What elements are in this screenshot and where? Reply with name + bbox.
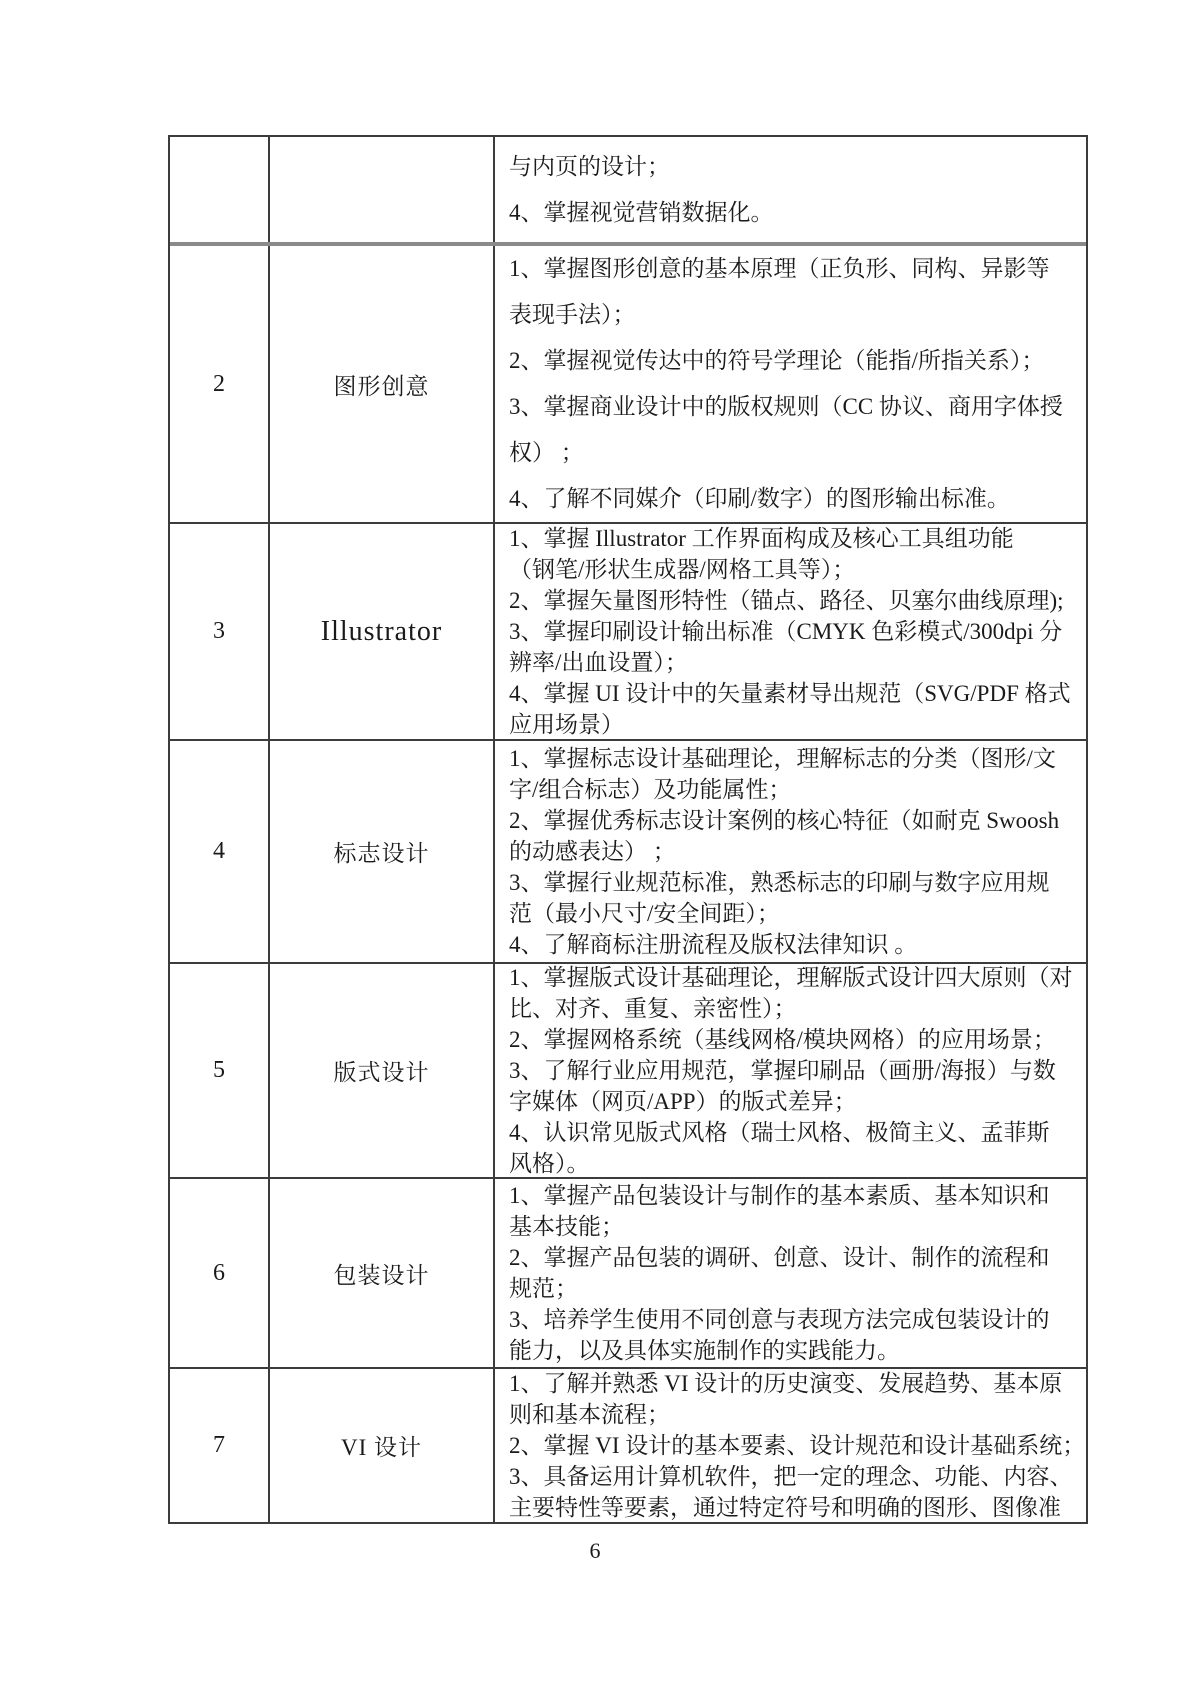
content-line: 能力，以及具体实施制作的实践能力。: [509, 1338, 900, 1363]
content-cell: [495, 524, 1086, 739]
content-line: 则和基本流程；: [509, 1402, 670, 1427]
course-name-cell: 版式设计: [270, 964, 495, 1177]
content-line: 1、掌握版式设计基础理论，理解版式设计四大原则（对: [509, 965, 1073, 990]
content-line: 字/组合标志）及功能属性；: [509, 777, 792, 802]
row-number-cell: 6: [170, 1179, 270, 1367]
content-cell: [495, 246, 1086, 522]
content-line: 权） ；: [509, 440, 584, 465]
content-line: 3、掌握商业设计中的版权规则（CC 协议、商用字体授: [509, 394, 1063, 419]
content-cell: [495, 1179, 1086, 1367]
row-number-cell: [170, 137, 270, 242]
content-line: 4、了解不同媒介（印刷/数字）的图形输出标准。: [509, 486, 1010, 511]
content-line: 的动感表达） ；: [509, 839, 676, 864]
content-cell: [495, 964, 1086, 1177]
content-line: 1、掌握图形创意的基本原理（正负形、同构、异影等: [509, 256, 1050, 281]
course-name-cell: VI 设计: [270, 1369, 495, 1522]
content-line: 比、对齐、重复、亲密性）；: [509, 996, 797, 1021]
content-line: 基本技能；: [509, 1214, 624, 1239]
content-line: 3、培养学生使用不同创意与表现方法完成包装设计的: [509, 1307, 1050, 1332]
content-line: 3、具备运用计算机软件，把一定的理念、功能、内容、: [509, 1464, 1073, 1489]
content-line: 2、掌握优秀标志设计案例的核心特征（如耐克 Swoosh: [509, 808, 1060, 833]
course-name-cell: 标志设计: [270, 741, 495, 962]
content-line: 表现手法）；: [509, 302, 636, 327]
content-line: 1、掌握标志设计基础理论，理解标志的分类（图形/文: [509, 746, 1056, 771]
row-number-cell: 5: [170, 964, 270, 1177]
content-line: 3、掌握行业规范标准，熟悉标志的印刷与数字应用规: [509, 870, 1050, 895]
content-line: 字媒体（网页/APP）的版式差异；: [509, 1089, 857, 1114]
content-line: 3、了解行业应用规范，掌握印刷品（画册/海报）与数: [509, 1058, 1056, 1083]
row-number-cell: 3: [170, 524, 270, 739]
content-line: 2、掌握产品包装的调研、创意、设计、制作的流程和: [509, 1245, 1050, 1270]
content-line: （钢笔/形状生成器/网格工具等）；: [509, 557, 856, 582]
content-line: 1、掌握 Illustrator 工作界面构成及核心工具组功能: [509, 526, 1014, 551]
content-line: 辨率/出血设置）；: [509, 650, 688, 675]
row-number-cell: 7: [170, 1369, 270, 1522]
content-line: 2、掌握矢量图形特性（锚点、路径、贝塞尔曲线原理);: [509, 588, 1064, 613]
content-cell: [495, 1369, 1086, 1522]
content-line: 范（最小尺寸/安全间距）；: [509, 901, 780, 926]
content-line: 应用场景）: [509, 712, 624, 737]
content-line: 4、认识常见版式风格（瑞士风格、极简主义、孟菲斯: [509, 1120, 1050, 1145]
course-name-cell: 包装设计: [270, 1179, 495, 1367]
content-cell: [495, 741, 1086, 962]
course-content-table: [168, 135, 1088, 1524]
table-row: [170, 1177, 1086, 1367]
content-line: 与内页的设计；: [509, 153, 670, 179]
table-row: [170, 739, 1086, 962]
content-line: 4、掌握 UI 设计中的矢量素材导出规范（SVG/PDF 格式: [509, 681, 1071, 706]
table-row: [170, 962, 1086, 1177]
table-row: [170, 242, 1086, 522]
course-name-cell: [270, 137, 495, 242]
content-line: 4、了解商标注册流程及版权法律知识 。: [509, 932, 918, 957]
content-cell: [495, 137, 1086, 242]
content-line: 1、了解并熟悉 VI 设计的历史演变、发展趋势、基本原: [509, 1371, 1063, 1396]
row-number-cell: 4: [170, 741, 270, 962]
content-line: 1、掌握产品包装设计与制作的基本素质、基本知识和: [509, 1183, 1050, 1208]
content-line: 4、掌握视觉营销数据化。: [509, 199, 774, 225]
content-line: 2、掌握视觉传达中的符号学理论（能指/所指关系）；: [509, 348, 1045, 373]
table-row: [170, 137, 1086, 242]
content-line: 主要特性等要素，通过特定符号和明确的图形、图像准: [509, 1495, 1061, 1520]
content-line: 3、掌握印刷设计输出标准（CMYK 色彩模式/300dpi 分: [509, 619, 1063, 644]
table-row: [170, 522, 1086, 739]
content-line: 规范；: [509, 1276, 578, 1301]
content-line: 2、掌握 VI 设计的基本要素、设计规范和设计基础系统；: [509, 1433, 1086, 1458]
course-name-cell: Illustrator: [270, 524, 495, 739]
page-number: 6: [589, 1538, 601, 1563]
content-line: 2、掌握网格系统（基线网格/模块网格）的应用场景；: [509, 1027, 1056, 1052]
course-name-cell: 图形创意: [270, 246, 495, 522]
row-number-cell: 2: [170, 246, 270, 522]
table-row: [170, 1367, 1086, 1522]
content-line: 风格）。: [509, 1151, 590, 1176]
